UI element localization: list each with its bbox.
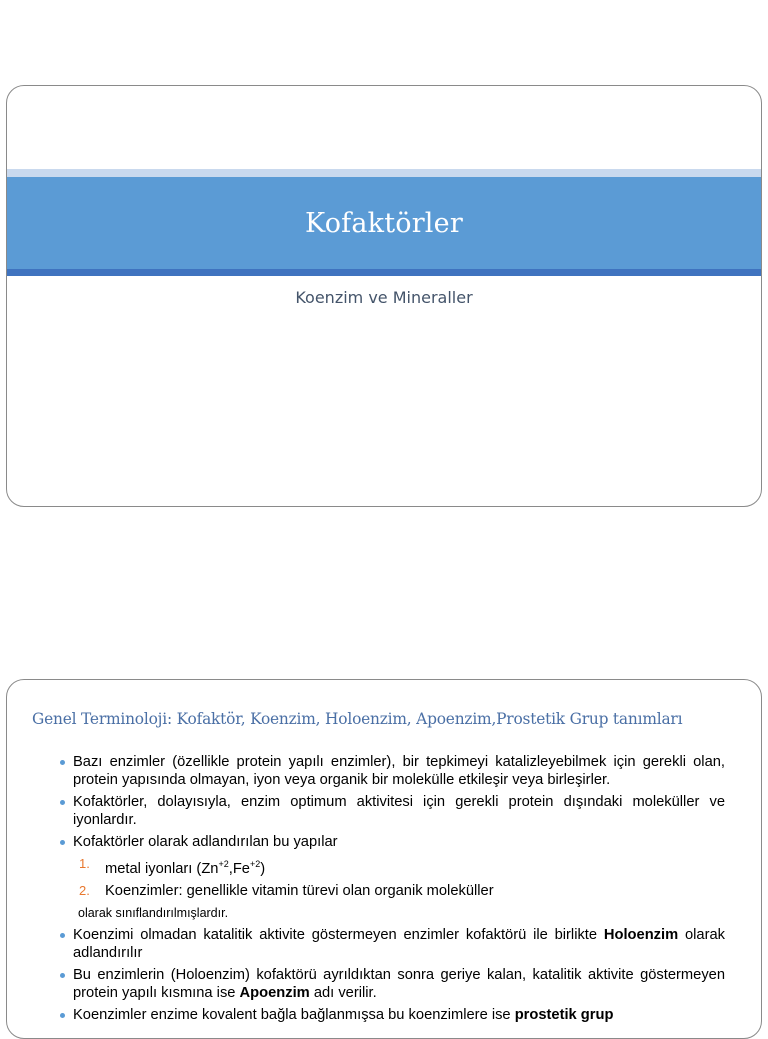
bullet-text: Kofaktörler olarak adlandırılan bu yapılar xyxy=(73,834,338,850)
bullet-icon xyxy=(60,760,65,765)
item-text: ) xyxy=(260,860,266,877)
item-text: ,Fe xyxy=(228,860,250,877)
bullet-text: adı verilir. xyxy=(309,984,377,1001)
item-text: metal iyonları (Zn xyxy=(105,860,219,877)
bold-term: Holoenzim xyxy=(603,926,679,943)
list-item xyxy=(57,926,725,962)
bullet-text: Koenzimler enzime kovalent bağla bağlanmışsa bu koenzimlere ise xyxy=(73,1006,515,1023)
item-number: 2. xyxy=(79,882,90,898)
title-band xyxy=(7,177,761,269)
title-band-top xyxy=(7,169,761,177)
item-text: Koenzimler: genellikle vitamin türevi olan organik moleküller xyxy=(105,882,494,899)
bold-term: prostetik grup xyxy=(514,1006,614,1023)
bullet-text: Bu enzimlerin (Holoenzim) kofaktörü ayrıldıktan sonra geriye kalan, katalitik aktivite göstermeyen protein yapılı kısmına ise xyxy=(73,966,725,1001)
bullet-text: Koenzimi olmadan katalitik aktivite göstermeyen enzimler kofaktörü ile birlikte xyxy=(73,926,604,943)
numbered-item xyxy=(57,855,725,878)
slide-title: Kofaktörler xyxy=(305,207,463,239)
list-item xyxy=(57,966,725,1002)
bullet-text: Kofaktörler, dolayısıyla, enzim optimum aktivitesi için gerekli protein dışındaki moleküller ve iyonlardır. xyxy=(73,794,725,828)
title-slide xyxy=(6,85,762,507)
content-slide xyxy=(6,679,762,1039)
bold-term: Apoenzim xyxy=(239,984,310,1001)
bullet-icon xyxy=(60,840,65,845)
bullet-icon xyxy=(60,933,65,938)
title-band-bottom xyxy=(7,269,761,276)
slide-subtitle: Koenzim ve Mineraller xyxy=(295,288,473,307)
bullet-icon xyxy=(60,800,65,805)
numbered-item xyxy=(57,882,725,900)
list-item xyxy=(57,753,725,789)
list-item xyxy=(57,793,725,829)
bullet-text: olarak adlandırılır xyxy=(73,926,725,961)
superscript: +2 xyxy=(218,859,229,869)
slide-heading: Genel Terminoloji: Kofaktör, Koenzim, Holoenzim, Apoenzim,Prostetik Grup tanımları xyxy=(32,710,683,728)
bullet-icon xyxy=(60,973,65,978)
bullet-text: Bazı enzimler (özellikle protein yapılı enzimler), bir tepkimeyi katalizleyebilmek için gerekli olan, protein yapısında olmayan, iyon veya organik bir molekülle etkileşir veya birleşirler. xyxy=(73,754,725,788)
item-number: 1. xyxy=(79,856,90,871)
note-text: olarak sınıflandırılmışlardır. xyxy=(78,905,229,920)
bullet-list xyxy=(57,753,725,1028)
bullet-icon xyxy=(60,1013,65,1018)
list-item xyxy=(57,1006,725,1024)
superscript: +2 xyxy=(249,859,261,869)
list-item xyxy=(57,833,725,851)
